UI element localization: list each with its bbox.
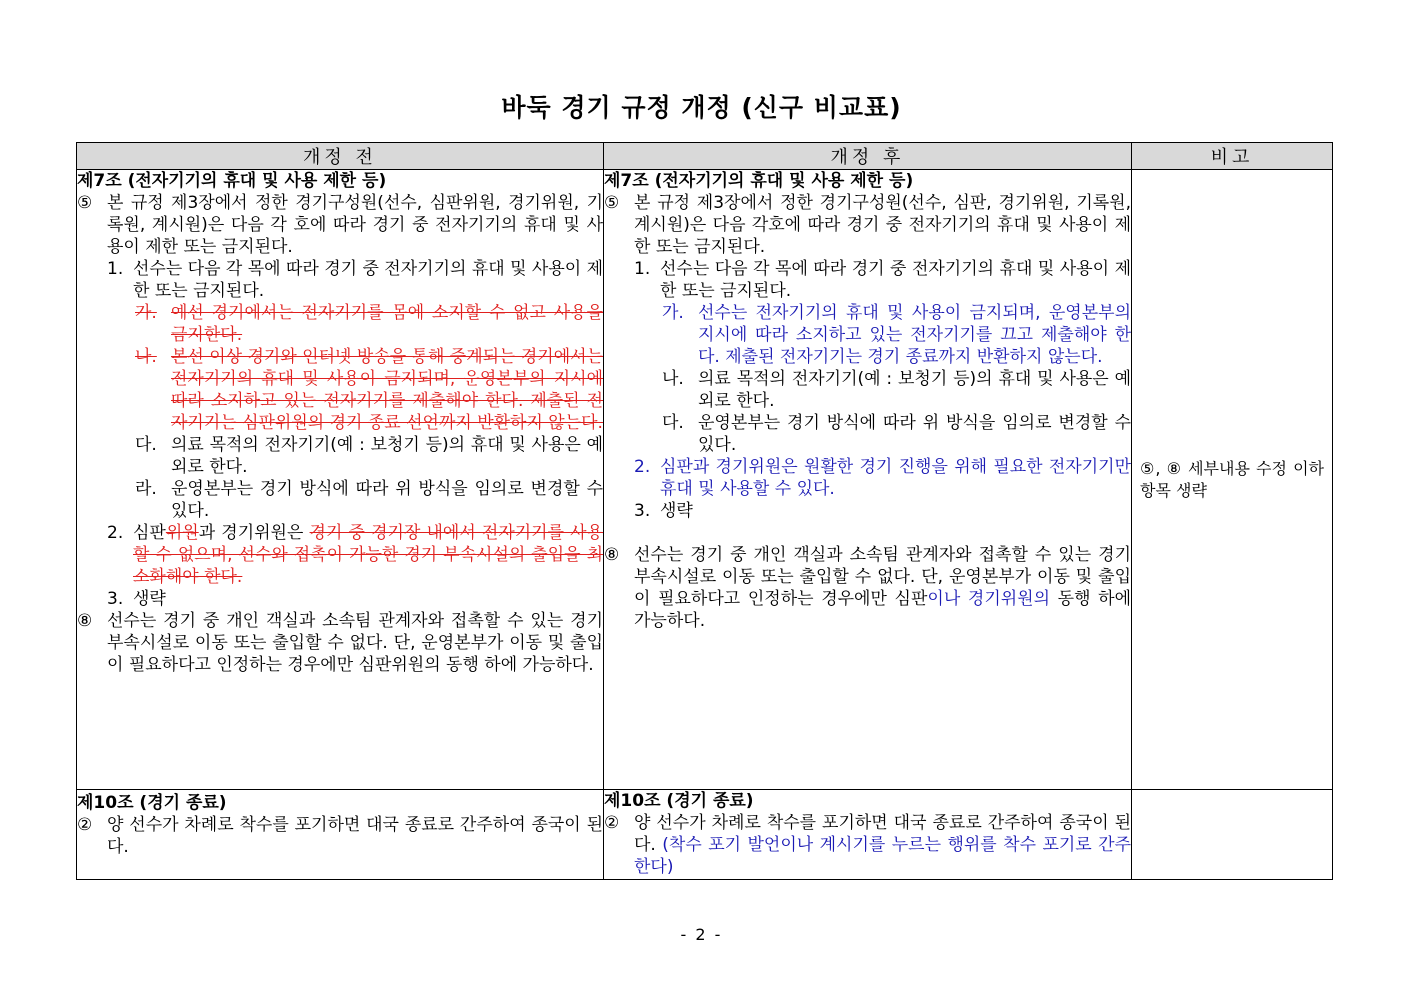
subitem-na (604, 368, 1131, 412)
paragraph-8 (77, 610, 603, 676)
subitem-na-deleted (77, 346, 603, 434)
item-number: 2. (634, 457, 651, 477)
paragraph-number: ⑧ (604, 545, 620, 565)
subitem-number: 가. (135, 303, 157, 323)
subitem-number: 다. (662, 413, 684, 433)
item-1 (604, 258, 1131, 302)
item-text: 심판과 경기위원은 원활한 경기 진행을 위해 필요한 전자기기만 휴대 및 사용할 수 있다. (660, 457, 1131, 499)
paragraph-text: 본 규정 제3장에서 정한 경기구성원(선수, 심판, 경기위원, 기록원, 계시원)은 다음 각호에 따라 경기 중 전자기기의 휴대 및 사용이 제한 또는 금지된다. (634, 193, 1131, 257)
note-cell (1132, 790, 1333, 880)
subitem-da (77, 434, 603, 478)
header-before: 개정 전 (77, 143, 604, 170)
item-1 (77, 258, 603, 302)
paragraph-5 (77, 192, 603, 258)
added-text: (착수 포기 발언이나 계시기를 누르는 행위를 착수 포기로 간주한다) (634, 835, 1131, 877)
article-heading: 제10조 (경기 종료) (604, 791, 754, 811)
header-after: 개정 후 (604, 143, 1132, 170)
subitem-number: 가. (662, 303, 684, 323)
paragraph-5 (604, 192, 1131, 258)
item-number: 3. (107, 589, 124, 609)
subitem-da (604, 412, 1131, 456)
paragraph-number: ② (604, 813, 620, 833)
item-text: 선수는 다음 각 목에 따라 경기 중 전자기기의 휴대 및 사용이 제한 또는 금지된다. (133, 259, 603, 301)
spacer (604, 522, 1131, 544)
paragraph-8 (604, 544, 1131, 632)
item-number: 1. (107, 259, 124, 279)
subitem-text: 운영본부는 경기 방식에 따라 위 방식을 임의로 변경할 수 있다. (171, 479, 603, 521)
header-note: 비고 (1132, 143, 1333, 170)
subitem-ga-deleted (77, 302, 603, 346)
comparison-table (76, 142, 1333, 880)
subitem-ra (77, 478, 603, 522)
paragraph-number: ⑧ (77, 611, 93, 631)
subitem-text: 본선 이상 경기와 인터넷 방송을 통해 중계되는 경기에서는 전자기기의 휴대 및 사용이 금지되며, 운영본부의 지시에 따라 소지하고 있는 전자기기를 제출해야 한다. 제출된 전자기기는 심판위원의 경기 종료 선언까지 반환하지 않는다. (171, 347, 603, 433)
article-heading: 제10조 (경기 종료) (77, 793, 227, 813)
paragraph-number: ⑤ (604, 193, 620, 213)
subitem-number: 나. (662, 369, 684, 389)
paragraph-text (634, 544, 1131, 632)
before-cell-article10 (77, 790, 604, 880)
item-3 (77, 588, 603, 610)
note-cell (1132, 170, 1333, 790)
text-segment: 과 경기위원은 (198, 523, 310, 543)
paragraph-number: ⑤ (77, 193, 93, 213)
after-cell-article7 (604, 170, 1132, 790)
text-segment: 동행 하에 가능하다. (634, 589, 1132, 631)
subitem-text: 예선 경기에서는 전자기기를 몸에 소지할 수 없고 사용을 금지한다. (171, 303, 603, 345)
paragraph-2 (604, 812, 1131, 878)
document-title: 바둑 경기 규정 개정 (신구 비교표) (501, 93, 902, 122)
text-segment: 양 선수가 차례로 착수를 포기하면 대국 종료로 간주하여 종국이 된다. (634, 813, 1131, 855)
table-row (77, 170, 1333, 790)
note-text: ⑤, ⑧ 세부내용 수정 이하 항목 생략 (1140, 458, 1324, 500)
item-text: 선수는 다음 각 목에 따라 경기 중 전자기기의 휴대 및 사용이 제한 또는 금지된다. (660, 259, 1131, 301)
paragraph-2 (77, 814, 603, 858)
item-number: 1. (634, 259, 651, 279)
text-segment: 선수는 경기 중 개인 객실과 소속팀 관계자와 접촉할 수 있는 경기 부속시설로 이동 또는 출입할 수 없다. 단, 운영본부가 이동 및 출입이 필요하다고 인정하는 경우에만 심판 (634, 545, 1131, 609)
before-cell-article7 (77, 170, 604, 790)
paragraph-text: 본 규정 제3장에서 정한 경기구성원(선수, 심판위원, 경기위원, 기록원, 계시원)은 다음 각 호에 따라 경기 중 전자기기의 휴대 및 사용이 제한 또는 금지된다. (107, 193, 603, 257)
deleted-text: 위원 (165, 523, 199, 543)
subitem-number: 다. (135, 435, 157, 455)
subitem-text: 운영본부는 경기 방식에 따라 위 방식을 임의로 변경할 수 있다. (698, 413, 1131, 455)
paragraph-text (634, 812, 1131, 878)
table-row (77, 790, 1333, 880)
text-segment: 심판 (133, 523, 166, 543)
item-number: 3. (634, 501, 651, 521)
item-text: 생략 (133, 589, 166, 609)
item-2-added (604, 456, 1131, 500)
item-text (133, 522, 603, 588)
paragraph-text: 양 선수가 차례로 착수를 포기하면 대국 종료로 간주하여 종국이 된다. (107, 815, 603, 857)
page-number: - 2 - (680, 925, 723, 944)
subitem-text: 의료 목적의 전자기기(예 : 보청기 등)의 휴대 및 사용은 예외로 한다. (171, 435, 603, 477)
subitem-text: 의료 목적의 전자기기(예 : 보청기 등)의 휴대 및 사용은 예외로 한다. (698, 369, 1131, 411)
item-2 (77, 522, 603, 588)
header-row (77, 143, 1333, 170)
deleted-text: 경기 중 경기장 내에서 전자기기를 사용할 수 없으며, 선수와 접촉이 가능한 경기 부속시설의 출입을 최소화해야 한다. (133, 523, 604, 587)
article-heading: 제7조 (전자기기의 휴대 및 사용 제한 등) (77, 171, 387, 191)
subitem-number: 나. (135, 347, 157, 367)
paragraph-text: 선수는 경기 중 개인 객실과 소속팀 관계자와 접촉할 수 있는 경기 부속시설로 이동 또는 출입할 수 없다. 단, 운영본부가 이동 및 출입이 필요하다고 인정하는 경우에만 심판위원의 동행 하에 가능하다. (107, 611, 603, 675)
subitem-ga-added (604, 302, 1131, 368)
added-text: 이나 경기위원의 (927, 589, 1051, 609)
item-3 (604, 500, 1131, 522)
subitem-number: 라. (135, 479, 157, 499)
article-heading: 제7조 (전자기기의 휴대 및 사용 제한 등) (604, 171, 914, 191)
subitem-text: 선수는 전자기기의 휴대 및 사용이 금지되며, 운영본부의 지시에 따라 소지하고 있는 전자기기를 끄고 제출해야 한다. 제출된 전자기기는 경기 종료까지 반환하지 않는다. (698, 303, 1131, 367)
item-number: 2. (107, 523, 124, 543)
item-text: 생략 (660, 501, 693, 521)
after-cell-article10 (604, 790, 1132, 880)
paragraph-number: ② (77, 815, 93, 835)
